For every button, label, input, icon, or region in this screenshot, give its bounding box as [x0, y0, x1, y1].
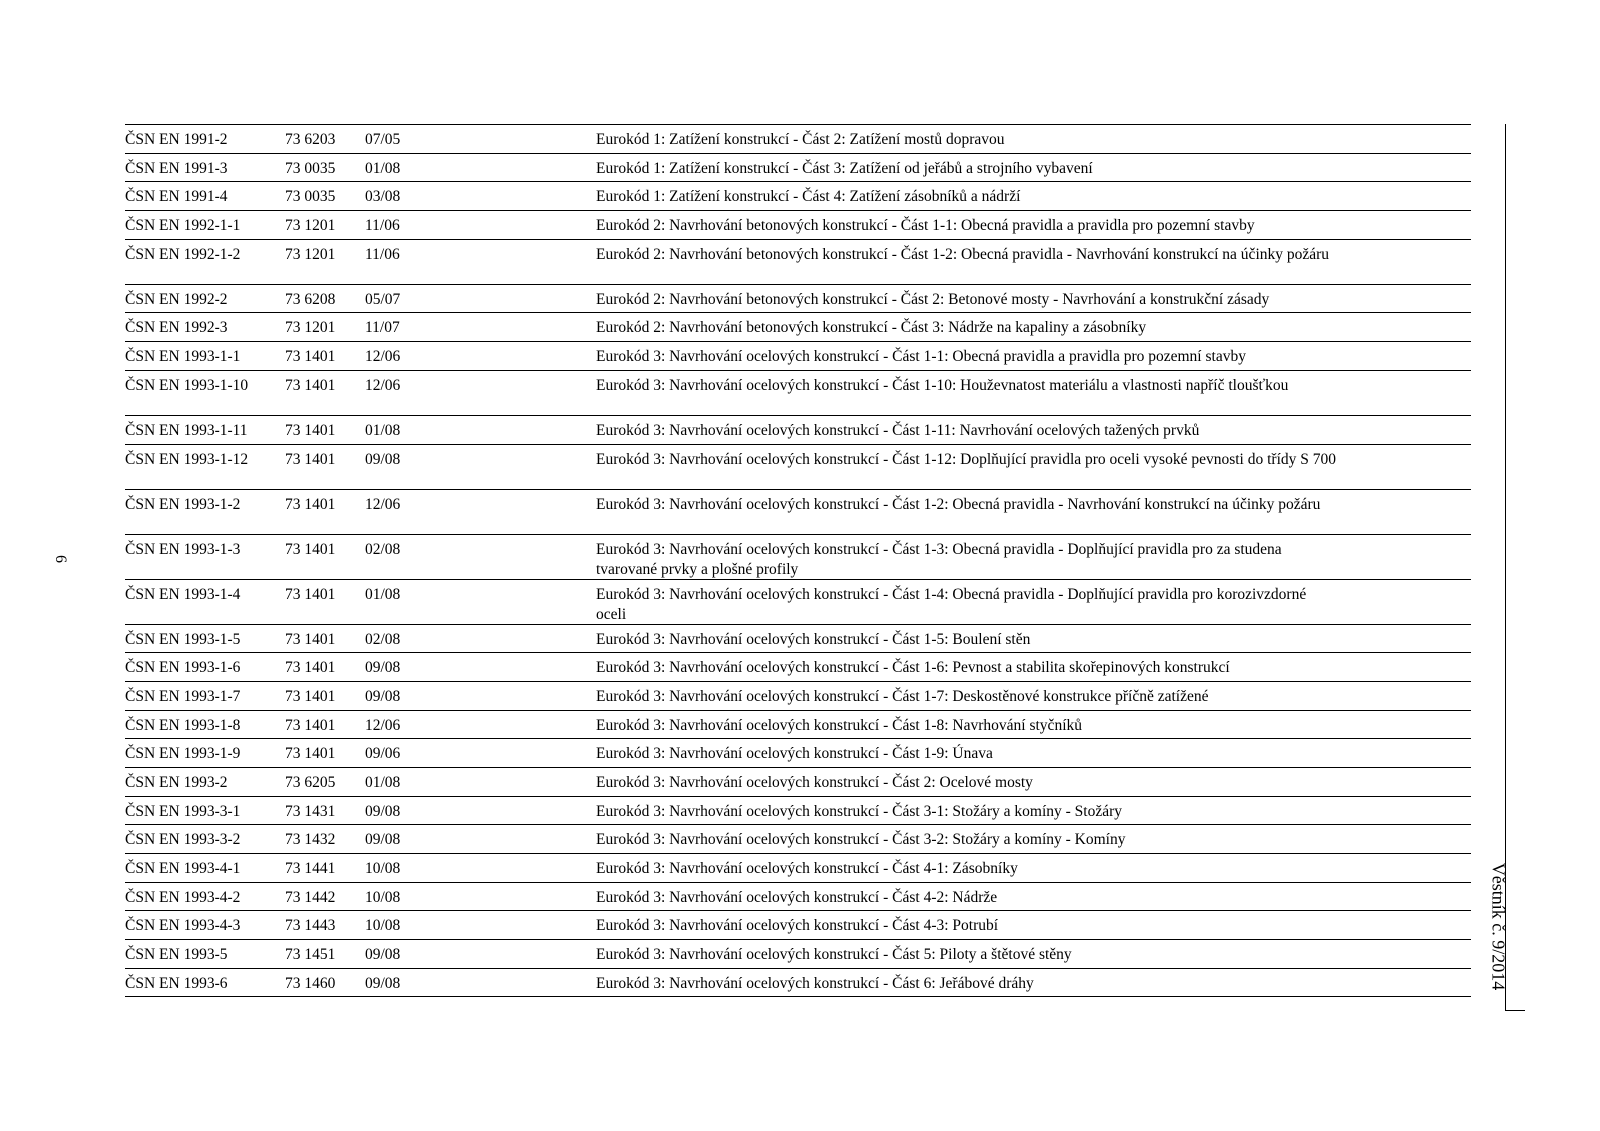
standard-title: Eurokód 2: Navrhování betonových konstrukcí - Část 1-2: Obecná pravidla - Navrhování konstrukcí na účinky požáru — [596, 245, 1330, 263]
standard-title: Eurokód 3: Navrhování ocelových konstrukcí - Část 1-3: Obecná pravidla - Doplňující pravidla pro za studena tvarované prvky a plošné profily — [596, 540, 1282, 578]
class-number: 73 1442 — [285, 888, 336, 906]
standard-code: ČSN EN 1993-1-12 — [125, 450, 249, 468]
standard-title: Eurokód 3: Navrhování ocelových konstrukcí - Část 1-12: Doplňující pravidla pro oceli vysoké pevnosti do třídy S 700 — [596, 450, 1336, 468]
table-row — [125, 371, 1471, 416]
issue-date: 03/08 — [365, 188, 401, 206]
class-number: 73 1401 — [285, 348, 336, 366]
table-row — [125, 182, 1471, 211]
issue-date: 10/08 — [365, 860, 401, 877]
class-number: 73 1431 — [285, 802, 336, 820]
standard-title: Eurokód 3: Navrhování ocelových konstrukcí - Část 1-10: Houževnatost materiálu a vlastnosti napříč tloušťkou — [596, 376, 1289, 394]
standard-code: ČSN EN 1993-1-2 — [125, 495, 241, 513]
standard-title: Eurokód 3: Navrhování ocelových konstrukcí - Část 1-7: Deskostěnové konstrukce příčně zatížené — [596, 687, 1209, 705]
standard-title: Eurokód 3: Navrhování ocelových konstrukcí - Část 1-11: Navrhování ocelových tažených prvků — [596, 421, 1200, 439]
standard-code: ČSN EN 1992-3 — [125, 319, 228, 337]
standard-code: ČSN EN 1993-1-3 — [125, 540, 241, 558]
class-number: 73 1401 — [285, 630, 336, 648]
class-number: 73 1460 — [285, 974, 336, 992]
standard-code: ČSN EN 1993-2 — [125, 773, 228, 791]
class-number: 73 1451 — [285, 946, 336, 964]
class-number: 73 1401 — [285, 659, 336, 677]
standards-table — [125, 124, 1471, 997]
class-number: 73 1401 — [285, 495, 336, 513]
standard-code: ČSN EN 1992-1-1 — [125, 217, 241, 235]
class-number: 73 1432 — [285, 831, 336, 849]
standard-code: ČSN EN 1992-1-2 — [125, 245, 241, 263]
table-row — [125, 490, 1471, 535]
standard-title: Eurokód 3: Navrhování ocelových konstrukcí - Část 2: Ocelové mosty — [596, 773, 1033, 791]
table-row — [125, 768, 1471, 797]
issue-date: 01/08 — [365, 585, 401, 603]
standard-code: ČSN EN 1993-4-1 — [125, 860, 241, 877]
standard-title: Eurokód 3: Navrhování ocelových konstrukcí - Část 6: Jeřábové dráhy — [596, 974, 1034, 992]
standard-title: Eurokód 3: Navrhování ocelových konstrukcí - Část 3-2: Stožáry a komíny - Komíny — [596, 831, 1126, 849]
table-row — [125, 535, 1471, 580]
standard-code: ČSN EN 1993-1-11 — [125, 421, 248, 439]
class-number: 73 6205 — [285, 773, 336, 791]
table-row — [125, 682, 1471, 711]
table-row — [125, 854, 1471, 883]
standard-title: Eurokód 3: Navrhování ocelových konstrukcí - Část 1-8: Navrhování styčníků — [596, 716, 1082, 734]
standard-code: ČSN EN 1993-3-1 — [125, 802, 241, 820]
issue-date: 12/06 — [365, 348, 401, 366]
issue-date: 01/08 — [365, 159, 401, 177]
right-margin-rule-end — [1505, 1010, 1525, 1011]
issue-date: 09/06 — [365, 745, 401, 763]
issue-date: 12/06 — [365, 495, 401, 513]
table-row — [125, 969, 1471, 998]
standard-code: ČSN EN 1993-1-4 — [125, 585, 241, 603]
standard-code: ČSN EN 1993-4-2 — [125, 888, 241, 906]
standard-code: ČSN EN 1991-3 — [125, 159, 228, 177]
standard-title: Eurokód 3: Navrhování ocelových konstrukcí - Část 5: Piloty a štětové stěny — [596, 946, 1072, 964]
table-row — [125, 940, 1471, 969]
issue-date: 09/08 — [365, 974, 401, 992]
table-row — [125, 125, 1471, 154]
standard-title: Eurokód 3: Navrhování ocelových konstrukcí - Část 1-4: Obecná pravidla - Doplňující pravidla pro korozivzdorné oceli — [596, 585, 1307, 623]
table-row — [125, 342, 1471, 371]
standard-code: ČSN EN 1993-5 — [125, 946, 228, 964]
table-row — [125, 445, 1471, 490]
standard-title: Eurokód 2: Navrhování betonových konstrukcí - Část 2: Betonové mosty - Navrhování a konstrukční zásady — [596, 290, 1270, 308]
class-number: 73 1441 — [285, 860, 336, 877]
standard-code: ČSN EN 1993-1-8 — [125, 716, 241, 734]
class-number: 73 1443 — [285, 917, 336, 935]
class-number: 73 1201 — [285, 319, 336, 337]
issue-date: 07/05 — [365, 131, 401, 148]
issue-date: 09/08 — [365, 450, 401, 468]
table-row — [125, 211, 1471, 240]
class-number: 73 1401 — [285, 540, 336, 558]
standard-code: ČSN EN 1993-1-1 — [125, 348, 241, 366]
standard-code: ČSN EN 1993-6 — [125, 974, 228, 992]
issue-date: 10/08 — [365, 917, 401, 935]
table-row — [125, 313, 1471, 342]
standard-title: Eurokód 1: Zatížení konstrukcí - Část 3: Zatížení od jeřábů a strojního vybavení — [596, 159, 1093, 177]
table-row — [125, 154, 1471, 183]
table-row — [125, 653, 1471, 682]
class-number: 73 1401 — [285, 716, 336, 734]
standard-code: ČSN EN 1991-4 — [125, 188, 228, 206]
class-number: 73 6208 — [285, 290, 336, 308]
standard-code: ČSN EN 1992-2 — [125, 290, 228, 308]
standard-title: Eurokód 2: Navrhování betonových konstrukcí - Část 1-1: Obecná pravidla a pravidla pro pozemní stavby — [596, 217, 1255, 235]
table-row — [125, 240, 1471, 285]
class-number: 73 1401 — [285, 421, 336, 439]
standard-code: ČSN EN 1991-2 — [125, 131, 228, 148]
standard-title: Eurokód 3: Navrhování ocelových konstrukcí - Část 1-5: Boulení stěn — [596, 630, 1031, 648]
issue-date: 12/06 — [365, 376, 401, 394]
page-number: 6 — [52, 555, 69, 563]
issue-date: 10/08 — [365, 888, 401, 906]
class-number: 73 0035 — [285, 188, 336, 206]
issue-date: 09/08 — [365, 687, 401, 705]
issue-date: 11/07 — [365, 319, 400, 337]
table-row — [125, 797, 1471, 826]
issue-date: 01/08 — [365, 421, 401, 439]
table-row — [125, 911, 1471, 940]
table-row — [125, 580, 1471, 625]
issue-date: 09/08 — [365, 802, 401, 820]
standard-code: ČSN EN 1993-1-10 — [125, 376, 249, 394]
table-row — [125, 416, 1471, 445]
standard-title: Eurokód 3: Navrhování ocelových konstrukcí - Část 1-6: Pevnost a stabilita skořepinových konstrukcí — [596, 659, 1230, 677]
class-number: 73 1401 — [285, 376, 336, 394]
class-number: 73 1401 — [285, 585, 336, 603]
class-number: 73 1401 — [285, 687, 336, 705]
standard-code: ČSN EN 1993-1-5 — [125, 630, 241, 648]
standard-code: ČSN EN 1993-1-9 — [125, 745, 241, 763]
issue-date: 05/07 — [365, 290, 401, 308]
table-row — [125, 625, 1471, 654]
standard-code: ČSN EN 1993-3-2 — [125, 831, 241, 849]
standard-code: ČSN EN 1993-4-3 — [125, 917, 241, 935]
issue-date: 11/06 — [365, 217, 400, 235]
standard-title: Eurokód 3: Navrhování ocelových konstrukcí - Část 1-9: Únava — [596, 745, 993, 763]
issue-date: 09/08 — [365, 946, 401, 964]
journal-label: Věstník č. 9/2014 — [1488, 862, 1509, 991]
standard-title: Eurokód 2: Navrhování betonových konstrukcí - Část 3: Nádrže na kapaliny a zásobníky — [596, 319, 1147, 337]
issue-date: 12/06 — [365, 716, 401, 734]
standard-title: Eurokód 1: Zatížení konstrukcí - Část 4: Zatížení zásobníků a nádrží — [596, 188, 1021, 206]
table-row — [125, 739, 1471, 768]
class-number: 73 0035 — [285, 159, 336, 177]
issue-date: 02/08 — [365, 540, 401, 558]
class-number: 73 6203 — [285, 131, 336, 148]
standard-title: Eurokód 3: Navrhování ocelových konstrukcí - Část 3-1: Stožáry a komíny - Stožáry — [596, 802, 1123, 820]
standard-code: ČSN EN 1993-1-6 — [125, 659, 241, 677]
standard-title: Eurokód 3: Navrhování ocelových konstrukcí - Část 1-2: Obecná pravidla - Navrhování konstrukcí na účinky požáru — [596, 495, 1321, 513]
class-number: 73 1401 — [285, 450, 336, 468]
standard-title: Eurokód 3: Navrhování ocelových konstrukcí - Část 4-3: Potrubí — [596, 917, 999, 935]
standard-title: Eurokód 3: Navrhování ocelových konstrukcí - Část 1-1: Obecná pravidla a pravidla pro pozemní stavby — [596, 348, 1246, 366]
standard-code: ČSN EN 1993-1-7 — [125, 687, 241, 705]
issue-date: 01/08 — [365, 773, 401, 791]
class-number: 73 1201 — [285, 245, 336, 263]
table-row — [125, 285, 1471, 314]
standard-title: Eurokód 3: Navrhování ocelových konstrukcí - Část 4-2: Nádrže — [596, 888, 998, 906]
table-row — [125, 825, 1471, 854]
table-row — [125, 711, 1471, 740]
class-number: 73 1201 — [285, 217, 336, 235]
issue-date: 11/06 — [365, 245, 400, 263]
issue-date: 09/08 — [365, 831, 401, 849]
issue-date: 09/08 — [365, 659, 401, 677]
class-number: 73 1401 — [285, 745, 336, 763]
issue-date: 02/08 — [365, 630, 401, 648]
table-row — [125, 883, 1471, 912]
standard-title: Eurokód 1: Zatížení konstrukcí - Část 2: Zatížení mostů dopravou — [596, 131, 1005, 148]
standard-title: Eurokód 3: Navrhování ocelových konstrukcí - Část 4-1: Zásobníky — [596, 860, 1018, 877]
